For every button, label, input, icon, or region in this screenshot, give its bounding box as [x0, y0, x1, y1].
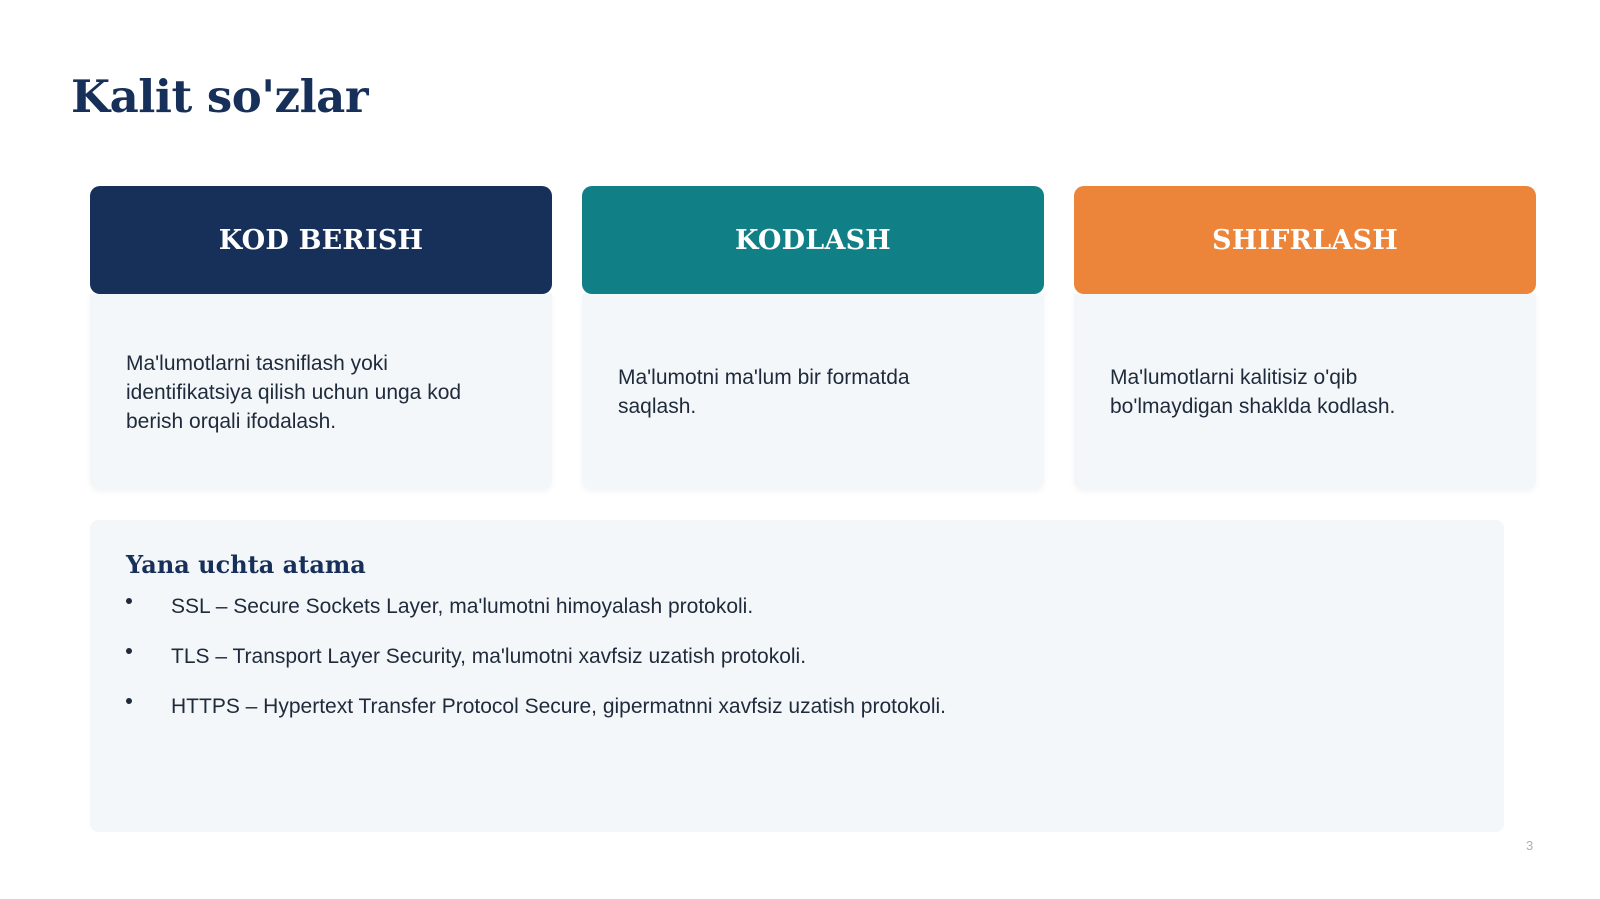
list-item — [126, 693, 1468, 721]
term-text: HTTPS – Hypertext Transfer Protocol Secure, gipermatnni xavfsiz uzatish protokoli. — [171, 695, 946, 718]
list-item — [126, 643, 1468, 671]
term-text: TLS – Transport Layer Security, ma'lumotni xavfsiz uzatish protokoli. — [171, 645, 807, 668]
card-title: KOD BERISH — [218, 224, 424, 256]
term-text: SSL – Secure Sockets Layer, ma'lumotni himoyalash protokoli. — [171, 595, 754, 618]
card-kodlash — [582, 186, 1044, 490]
list-item — [126, 593, 1468, 621]
extra-terms-panel — [90, 520, 1504, 832]
card-description: Ma'lumotlarni tasniflash yoki identifikatsiya qilish uchun unga kod berish orqali ifodalash. — [126, 351, 462, 433]
card-body — [1074, 294, 1536, 490]
extra-terms-title: Yana uchta atama — [126, 550, 366, 579]
card-shifrlash — [1074, 186, 1536, 490]
card-body — [582, 294, 1044, 490]
card-header — [1074, 186, 1536, 294]
card-title: KODLASH — [734, 224, 892, 256]
slide-title: Kalit so'zlar — [71, 70, 369, 123]
page-number: 3 — [1526, 838, 1534, 853]
card-description: Ma'lumotlarni kalitisiz o'qib bo'lmaydigan shaklda kodlash. — [1110, 366, 1396, 418]
card-kod-berish — [90, 186, 552, 490]
card-description: Ma'lumotni ma'lum bir formatda saqlash. — [618, 366, 910, 418]
bullet-icon — [126, 698, 132, 704]
card-header — [582, 186, 1044, 294]
bullet-icon — [126, 598, 132, 604]
card-title: SHIFRLASH — [1212, 224, 1398, 256]
term-list — [126, 593, 1468, 721]
card-header — [90, 186, 552, 294]
bullet-icon — [126, 648, 132, 654]
card-body — [90, 294, 552, 490]
